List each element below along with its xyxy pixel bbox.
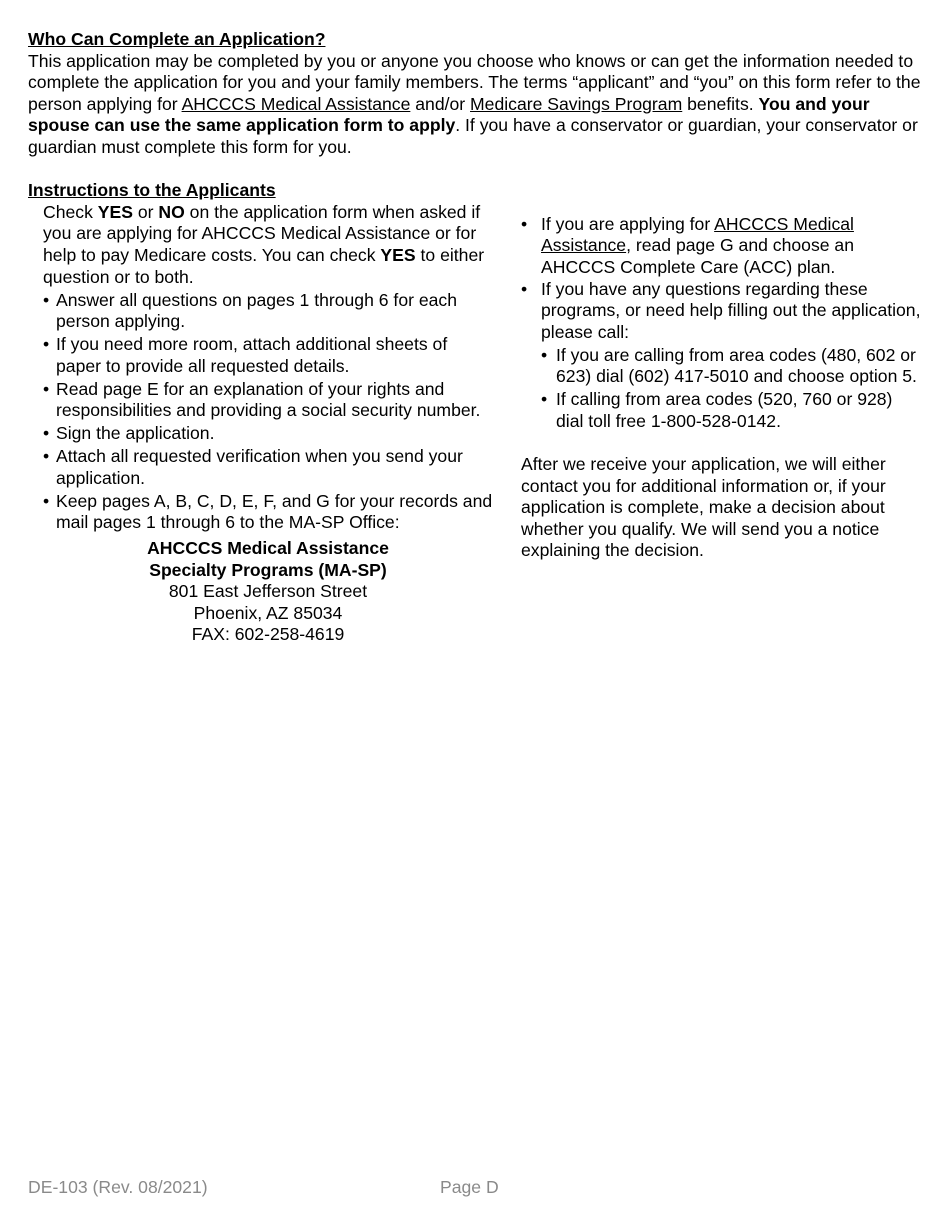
list-item: • Sign the application. [43,423,493,445]
after-application-text: After we receive your application, we will either contact you for additional information or, if your application is complete, make a decision about whether you qualify. We will send you a notice explaining the decision. [521,454,886,561]
b2-text: If you have any questions regarding these programs, or need help filling out the application, please call: [541,278,921,342]
intro-text-2: and/or [410,93,471,114]
intro-text-1: This application may be completed by you or anyone you choose who knows or can get the information needed to complete the application for you and your family members. The terms “applicant” and “you” on this form refer to the person applying for [28,50,921,114]
check-post: to either question or to both. [43,244,485,287]
yes-bold: YES [97,201,133,222]
form-id: DE-103 (Rev. 08/2021) [28,1177,208,1197]
document-page [28,29,923,646]
right-list [521,214,923,433]
who-can-complete-text [28,51,923,159]
sub-list-item: • If you are calling from area codes (480, 602 or 623) dial (602) 417-5010 and choose option 5. [541,345,923,388]
ahcccs-medical-assistance-link: AHCCCS Medical Assistance [181,93,411,114]
fax-line: FAX: 602-258-4619 [191,624,345,645]
mailing-address [43,538,493,646]
check-yes-no-text [43,202,493,288]
b1-post: , read page G and choose an AHCCCS Complete Care (ACC) plan. [541,235,854,277]
instructions-list [43,290,493,534]
instructions-left-column [28,202,493,646]
list-item: • Attach all requested verification when you send your application. [43,446,493,489]
check-mid: on the application form when asked if you are applying for AHCCCS Medical Assistance or for help to pay Medicare costs. You can check [43,201,481,265]
address-line: Specialty Programs (MA-SP) [149,559,387,580]
or-text: or [132,201,159,222]
yes-bold-2: YES [380,244,416,265]
b1-pre: If you are applying for [541,213,715,234]
list-item: • Keep pages A, B, C, D, E, F, and G for your records and mail pages 1 through 6 to the MA-SP Office: [43,491,493,534]
sub-list-item: • If calling from area codes (520, 760 or 928) dial toll free 1-800-528-0142. [541,389,923,432]
intro-text-3: benefits. [682,93,759,114]
page-number: Page D [440,1177,499,1197]
instructions-columns [28,202,923,646]
ahcccs-medical-assistance-link-2: AHCCCS Medical Assistance [541,213,854,256]
address-line: AHCCCS Medical Assistance [147,538,389,558]
medicare-savings-program-link: Medicare Savings Program [470,93,683,114]
list-item: • Read page E for an explanation of your rights and responsibilities and providing a social security number. [43,379,493,422]
list-item [521,279,923,433]
check-pre: Check [43,201,98,222]
list-item [521,214,923,279]
list-item: • Answer all questions on pages 1 through 6 for each person applying. [43,290,493,333]
phone-sublist [541,345,923,433]
address-line: 801 East Jefferson Street [168,581,368,602]
address-line: Phoenix, AZ 85034 [193,602,343,623]
instructions-heading: Instructions to the Applicants [28,180,276,201]
list-item: • If you need more room, attach additional sheets of paper to provide all requested details. [43,334,493,377]
who-can-complete-heading: Who Can Complete an Application? [28,29,326,49]
instructions-right-column [521,214,923,646]
no-bold: NO [158,201,185,222]
intro-bold-text: You and your spouse can use the same application form to apply [28,93,870,136]
intro-text-4: . If you have a conservator or guardian, your conservator or guardian must complete this form for you. [28,115,918,157]
